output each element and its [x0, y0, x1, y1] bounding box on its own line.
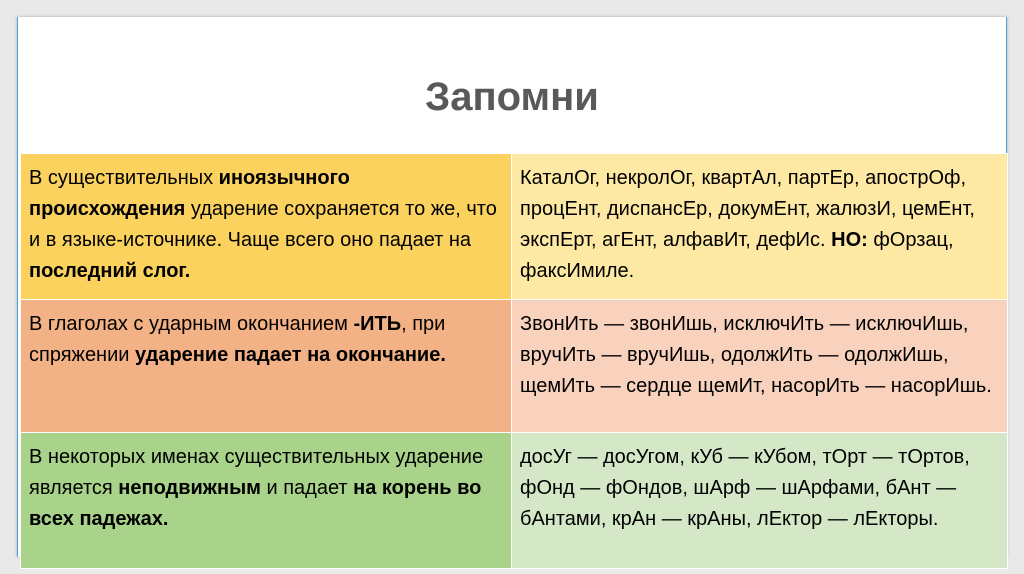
rule-cell: [21, 300, 512, 433]
rule-text-bold: -ИТЬ: [353, 313, 402, 335]
rule-text-bold: на корень во всех падежах.: [29, 477, 482, 530]
rule-text: , при спряжении: [29, 313, 446, 366]
examples-text: фОрзац, факсИмиле.: [520, 229, 954, 282]
rule-text: В глаголах с ударным окончанием: [29, 313, 354, 335]
examples-text: ЗвонИть — звонИшь, исключИть — исключИшь, вручИть — вручИшь, одолжИть — одолжИшь, щемИть — сердце щемИт, насорИть — насорИшь.: [520, 313, 992, 397]
examples-cell: [512, 433, 1008, 569]
examples-text: КаталОг, некролОг, квартАл, партЕр, апострОф, процЕнт, диспансЕр, докумЕнт, жалюзИ, цемЕнт, экспЕрт, агЕнт, алфавИт, дефИс.: [520, 167, 975, 251]
examples-text: досУг — досУгом, кУб — кУбом, тОрт — тОртов, фОнд — фОндов, шАрф — шАрфами, бАнт — бАнтами, крАн — крАны, лЕктор — лЕкторы.: [520, 446, 970, 530]
rule-cell: [21, 154, 512, 300]
rule-text: В некоторых именах существительных ударение является: [29, 446, 484, 499]
rule-text-bold: последний слог.: [29, 260, 191, 282]
examples-text-bold: НО:: [831, 229, 868, 251]
table-row: [21, 433, 1008, 569]
rule-text-bold: иноязычного происхождения: [29, 167, 350, 220]
rule-text: ударение сохраняется то же, что и в языке-источнике. Чаще всего оно падает на: [29, 198, 497, 251]
rule-text: В существительных: [29, 167, 219, 189]
rule-text-bold: ударение падает на окончание.: [135, 344, 446, 366]
rules-table: [20, 153, 1008, 569]
rule-text: и падает: [260, 477, 354, 499]
examples-cell: [512, 154, 1008, 300]
rule-text-bold: неподвижным: [118, 477, 261, 499]
slide-title: Запомни: [425, 75, 599, 119]
slide: [17, 17, 1007, 557]
rule-cell: [21, 433, 512, 569]
table-row: [21, 154, 1008, 300]
examples-cell: [512, 300, 1008, 433]
table-row: [21, 300, 1008, 433]
